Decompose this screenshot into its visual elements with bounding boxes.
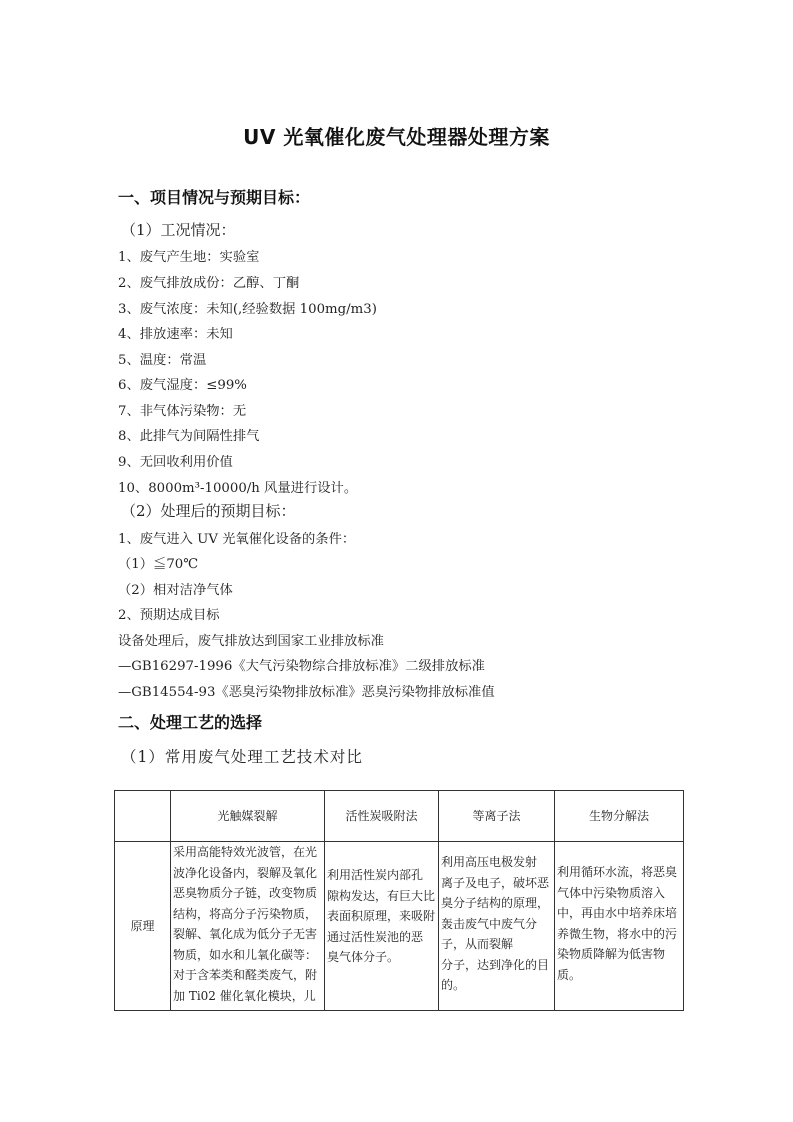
cell-line: 利用高压电极发射 <box>441 855 538 869</box>
condition-line: 10、8000m³-10000/h 风量进行设计。 <box>118 481 358 496</box>
condition-line: 9、无回收利用价值 <box>118 455 233 470</box>
cell-line: 染物质降解为低害物 <box>557 947 666 961</box>
cell-line: 对于含苯类和醛类废气，附 <box>173 968 318 982</box>
cell-line: 子，从而裂解 <box>441 937 514 951</box>
cell-line: 养微生物，将水中的污 <box>557 926 678 941</box>
table-header-cell: 光触媒裂解 <box>171 791 325 842</box>
cell-line: 裂解、氧化成为低分子无害 <box>173 927 318 941</box>
condition-line: 5、温度：常温 <box>118 353 207 368</box>
cell-line: 利用循环水流，将恶臭 <box>557 865 678 879</box>
cell-line: 气体中污染物质溶入 <box>557 885 666 900</box>
condition-line: 8、此排气为间隔性排气 <box>118 429 260 444</box>
condition-line: 3、废气浓度：未知(,经验数据 100mg/m3) <box>118 302 377 317</box>
target-line: —GB16297-1996《大气污染物综合排放标准》二级排放标准 <box>118 659 485 674</box>
table-header-cell <box>115 791 171 842</box>
cell-line: 质。 <box>557 967 582 982</box>
cell-line: 恶臭物质分子链，改变物质 <box>173 886 318 900</box>
cell-line: 轰击废气中废气分 <box>441 916 538 931</box>
table-row <box>115 842 684 1011</box>
section1-sub2: （2）处理后的预期目标： <box>121 502 296 520</box>
condition-line: 6、废气湿度：≤99% <box>118 378 247 393</box>
table-header-cell: 等离子法 <box>439 791 555 842</box>
cell-line: 波净化设备内，裂解及氧化 <box>173 865 318 880</box>
cell-line: 的。 <box>441 978 466 992</box>
section1-sub1: （1）工况情况： <box>121 221 236 239</box>
target-line: （1）≦70℃ <box>118 557 199 572</box>
cell-line: 加 Ti02 催化氧化模块，儿 <box>173 988 316 1003</box>
table-header-cell: 活性炭吸附法 <box>325 791 439 842</box>
cell-line: 采用高能特效光波管，在光 <box>173 845 318 859</box>
condition-line: 1、废气产生地：实验室 <box>118 250 260 265</box>
cell-line: 表面积原理，来吸附 <box>327 909 436 923</box>
target-line: 2、预期达成目标 <box>118 608 220 623</box>
target-line: 1、废气进入 UV 光氧催化设备的条件： <box>118 532 356 547</box>
section2-heading: 二、处理工艺的选择 <box>118 713 263 732</box>
table-header-cell: 生物分解法 <box>555 791 684 842</box>
cell-line: 中，再由水中培养床培 <box>557 906 678 920</box>
cell-line: 隙构发达，有巨大比 <box>327 888 436 903</box>
cell-line: 利用活性炭内部孔 <box>327 868 424 882</box>
cell-line: 结构，将高分子污染物质， <box>173 906 318 921</box>
table-cell-biological <box>555 842 684 1011</box>
condition-line: 2、废气排放成份：乙醇、丁酮 <box>118 276 300 291</box>
target-line: 设备处理后，废气排放达到国家工业排放标准 <box>118 634 384 649</box>
cell-line: 臭分子结构的原理， <box>441 896 550 910</box>
document-title: UV 光氧催化废气处理器处理方案 <box>243 125 550 149</box>
target-line: —GB14554-93《恶臭污染物排放标准》恶臭污染物排放标准值 <box>118 685 495 700</box>
target-line: （2）相对洁净气体 <box>118 583 233 598</box>
table-cell-plasma <box>439 842 555 1011</box>
row-label: 原理 <box>115 842 171 1011</box>
cell-line: 离子及电子，破坏恶 <box>441 875 550 890</box>
condition-line: 7、非气体污染物：无 <box>118 404 247 419</box>
table-cell-activated-carbon <box>325 842 439 1011</box>
cell-line: 通过活性炭池的恶 <box>327 929 424 944</box>
table-header-row <box>115 791 684 842</box>
comparison-table <box>114 790 684 1011</box>
cell-line: 臭气体分子。 <box>327 950 400 964</box>
section1-heading: 一、项目情况与预期目标： <box>118 188 311 207</box>
cell-line: 物质，如水和儿氧化碳等： <box>173 947 318 962</box>
table-cell-photocatalysis <box>171 842 325 1011</box>
condition-line: 4、排放速率：未知 <box>118 327 233 342</box>
section2-sub1: （1）常用废气处理工艺技术对比 <box>121 748 363 766</box>
cell-line: 分子，达到净化的目 <box>441 957 550 972</box>
